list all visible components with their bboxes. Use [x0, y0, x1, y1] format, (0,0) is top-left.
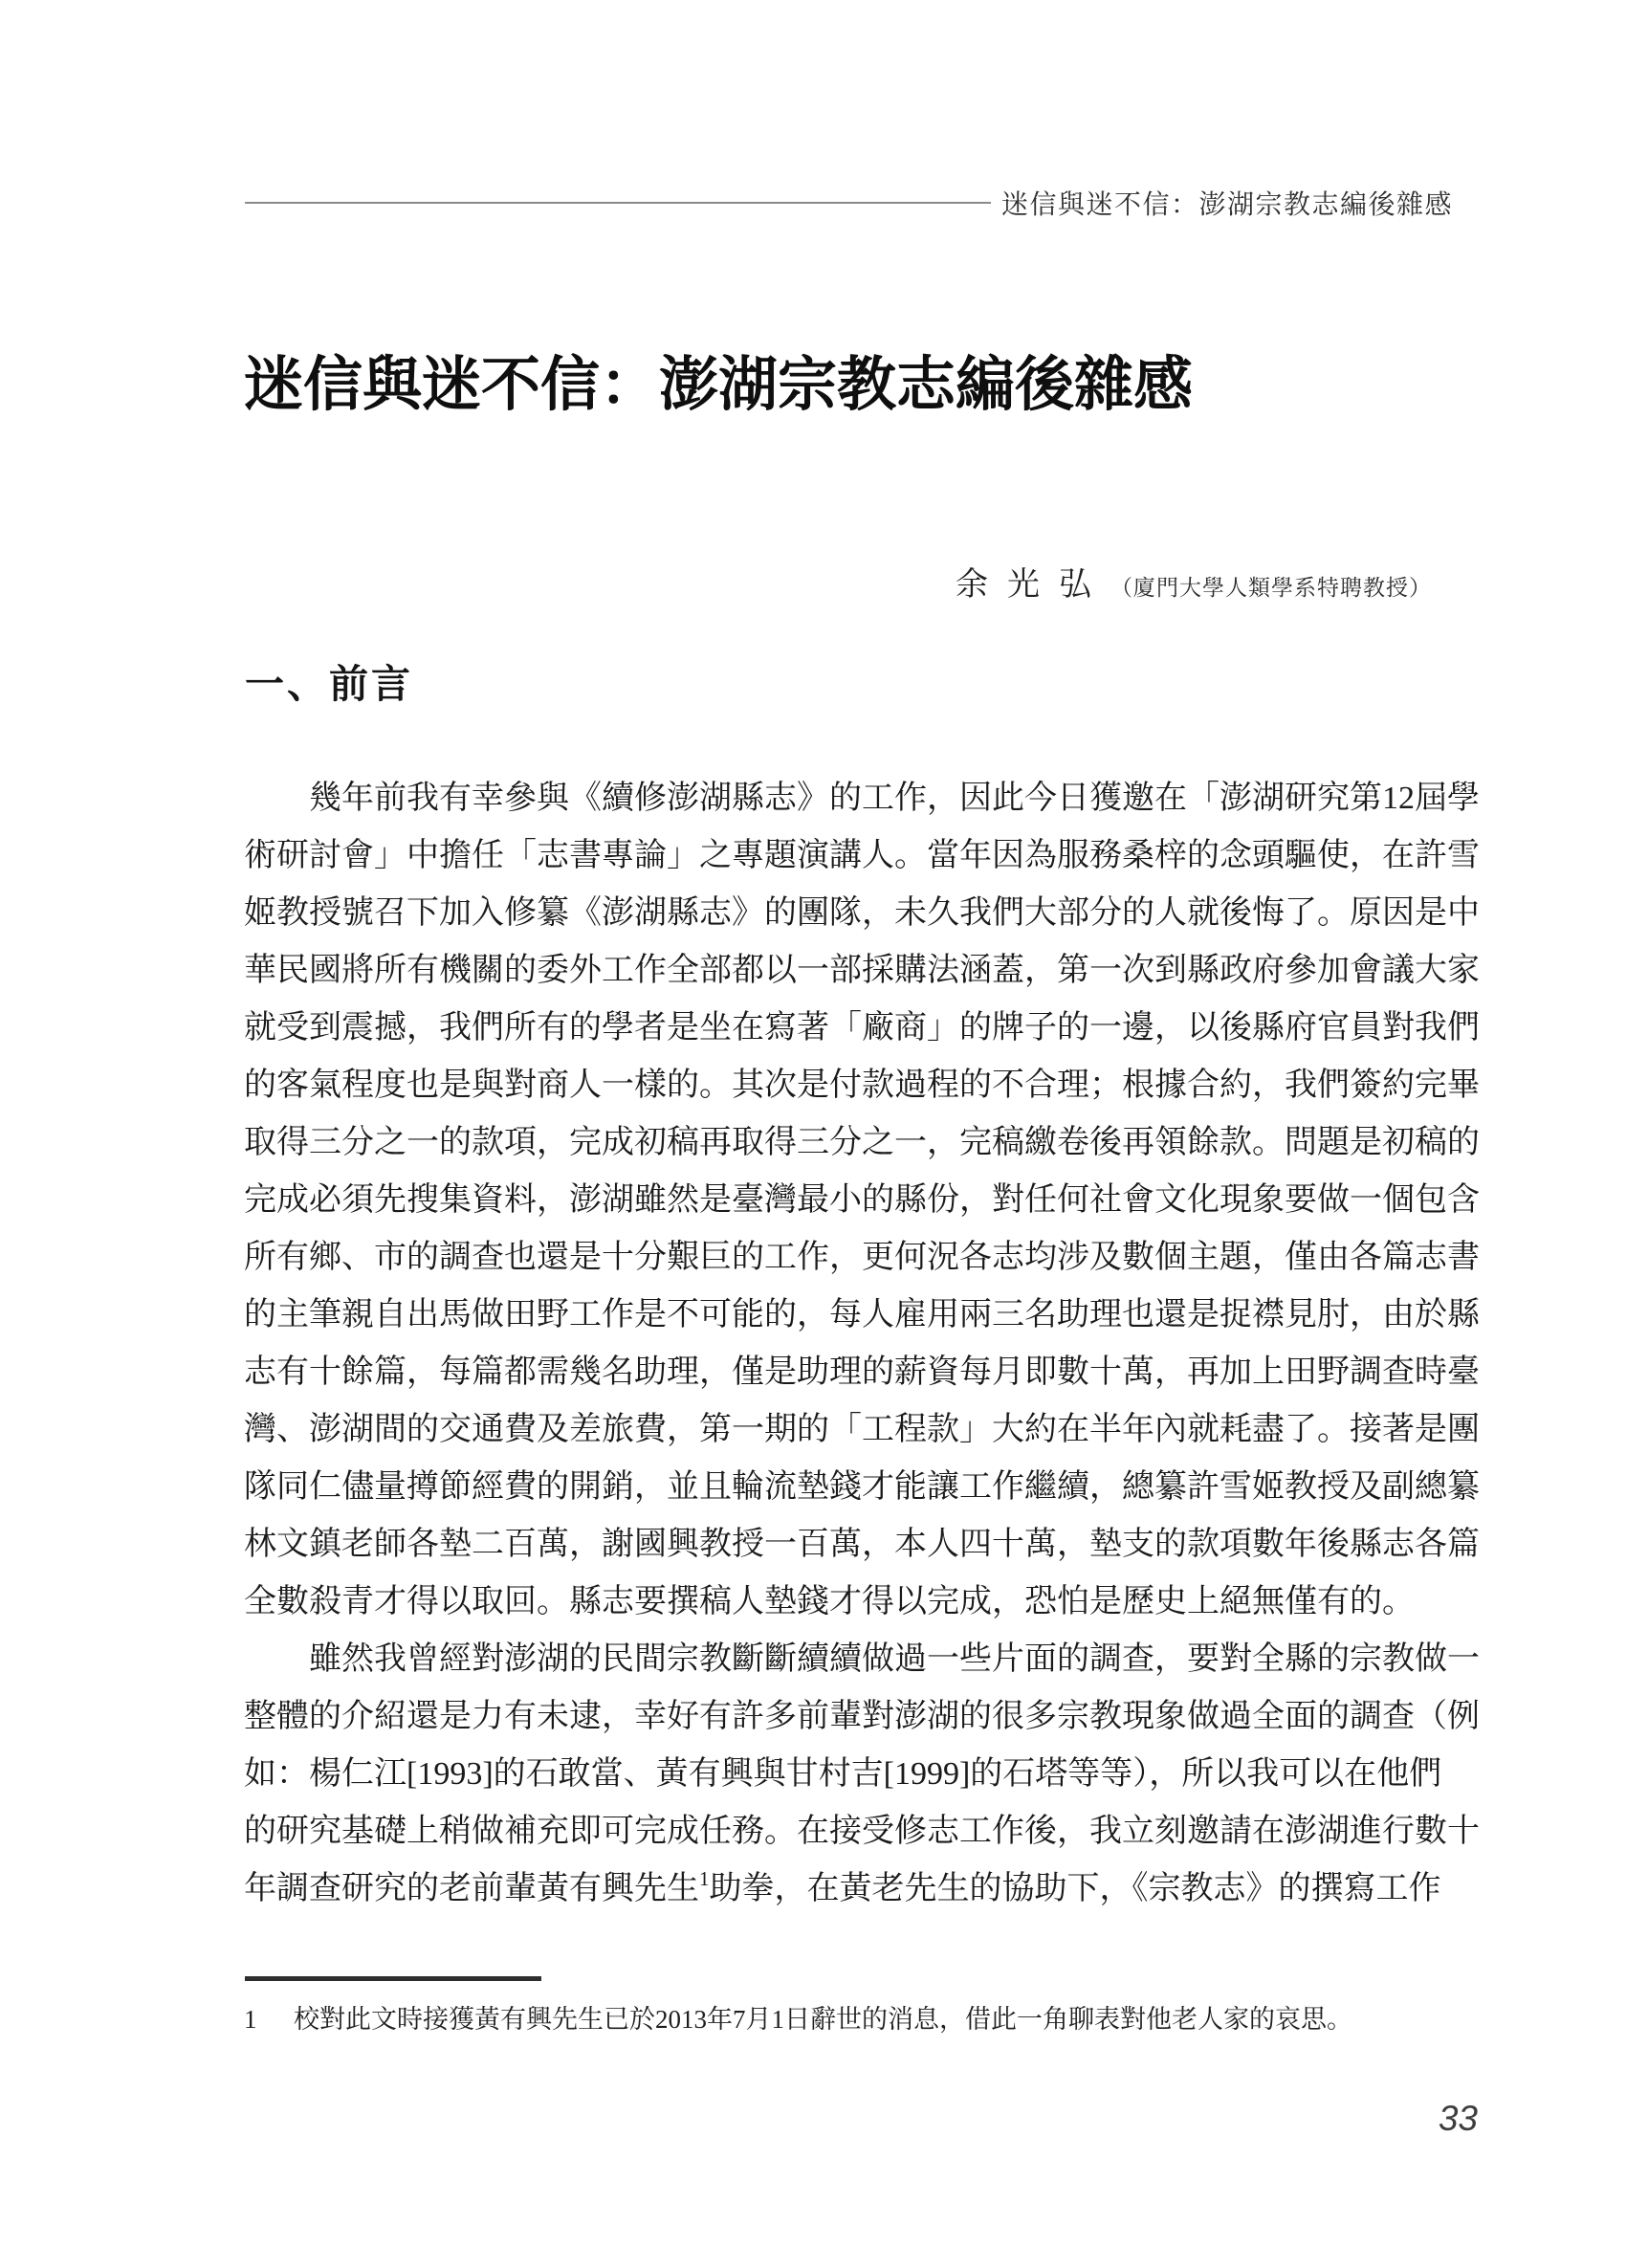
body-line-with-footnote-ref [244, 1861, 1441, 1918]
body-line: 姬教授號召下加入修纂《澎湖縣志》的團隊，未久我們大部分的人就後悔了。原因是中 [244, 895, 1480, 931]
body-line-segment: 年調查研究的老前輩黃有興先生 [244, 1871, 699, 1906]
body-line: 幾年前我有幸參與《續修澎湖縣志》的工作，因此今日獲邀在「澎湖研究第12屆學 [309, 781, 1480, 816]
article-title: 迷信與迷不信：澎湖宗教志編後雜感 [244, 353, 1194, 418]
footnote-text: 校對此文時接獲黃有興先生已於2013年7月1日辭世的消息，借此一角聊表對他老人家的哀思。 [294, 2005, 1352, 2034]
running-header-rule [245, 202, 991, 204]
author-affiliation: （廈門大學人類學系特聘教授） [1110, 576, 1432, 600]
body-line: 取得三分之一的款項，完成初稿再取得三分之一，完稿繳卷後再領餘款。問題是初稿的 [244, 1125, 1480, 1160]
body-line: 整體的介紹還是力有未逮，幸好有許多前輩對澎湖的很多宗教現象做過全面的調查（例 [244, 1699, 1480, 1734]
footnote-marker: 1 [244, 2005, 257, 2034]
author-name: 余光弘 [956, 567, 1110, 603]
body-line: 的研究基礎上稍做補充即可完成任務。在接受修志工作後，我立刻邀請在澎湖進行數十 [244, 1814, 1480, 1849]
author-line [956, 558, 1432, 605]
footnote [244, 2001, 1439, 2037]
section-heading: 一、前言 [245, 662, 413, 706]
body-line: 志有十餘篇，每篇都需幾名助理，僅是助理的薪資每月即數十萬，再加上田野調查時臺 [244, 1354, 1480, 1390]
body-line: 就受到震撼，我們所有的學者是坐在寫著「廠商」的牌子的一邊，以後縣府官員對我們 [244, 1010, 1480, 1046]
body-line-segment: 助拳，在黃老先生的協助下，《宗教志》的撰寫工作 [709, 1871, 1441, 1906]
body-line: 所有鄉、市的調查也還是十分艱巨的工作，更何況各志均涉及數個主題，僅由各篇志書 [244, 1240, 1480, 1275]
body-line: 完成必須先搜集資料，澎湖雖然是臺灣最小的縣份，對任何社會文化現象要做一個包含 [244, 1182, 1480, 1218]
running-header-title: 迷信與迷不信：澎湖宗教志編後雜感 [1000, 189, 1453, 219]
body-line: 全數殺青才得以取回。縣志要撰稿人墊錢才得以完成，恐怕是歷史上絕無僅有的。 [244, 1584, 1415, 1619]
body-line: 林文鎮老師各墊二百萬，謝國興教授一百萬，本人四十萬，墊支的款項數年後縣志各篇 [244, 1527, 1480, 1562]
body-text [244, 770, 1480, 1918]
body-line: 術研討會」中擔任「志書專論」之專題演講人。當年因為服務桑梓的念頭驅使，在許雪 [244, 838, 1480, 873]
body-line: 的客氣程度也是與對商人一樣的。其次是付款過程的不合理；根據合約，我們簽約完畢 [244, 1068, 1480, 1103]
page-number: 33 [1438, 2099, 1478, 2138]
footnote-rule [245, 1976, 541, 1981]
body-line: 雖然我曾經對澎湖的民間宗教斷斷續續做過一些片面的調查，要對全縣的宗教做一 [309, 1641, 1480, 1677]
footnote-reference: 1 [699, 1867, 710, 1890]
body-line: 灣、澎湖間的交通費及差旅費，第一期的「工程款」大約在半年內就耗盡了。接著是團 [244, 1412, 1480, 1447]
body-line: 隊同仁儘量撙節經費的開銷，並且輪流墊錢才能讓工作繼續，總纂許雪姬教授及副總纂 [244, 1469, 1480, 1505]
body-line: 華民國將所有機關的委外工作全部都以一部採購法涵蓋，第一次到縣政府參加會議大家 [244, 953, 1480, 988]
body-line: 的主筆親自出馬做田野工作是不可能的，每人雇用兩三名助理也還是捉襟見肘，由於縣 [244, 1297, 1480, 1332]
body-line: 如：楊仁江[1993]的石敢當、黃有興與甘村吉[1999]的石塔等等），所以我可以在他們 [244, 1756, 1442, 1792]
